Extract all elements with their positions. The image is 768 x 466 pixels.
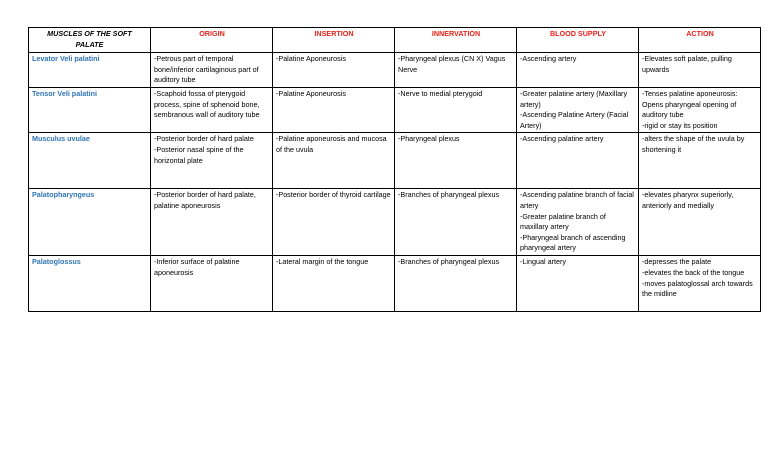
blood-supply-cell: -Ascending artery bbox=[517, 53, 639, 88]
header-action: ACTION bbox=[639, 28, 761, 53]
header-row bbox=[29, 28, 761, 53]
soft-palate-muscles-table bbox=[28, 27, 761, 312]
action-cell: -elevates pharynx superiorly, anteriorly and medially bbox=[639, 189, 761, 256]
insertion-cell: -Palatine aponeurosis and mucosa of the uvula bbox=[273, 133, 395, 189]
table-row bbox=[29, 189, 761, 256]
innervation-cell: -Nerve to medial pterygoid bbox=[395, 88, 517, 133]
muscle-name: Musculus uvulae bbox=[29, 133, 151, 189]
header-origin: ORIGIN bbox=[151, 28, 273, 53]
action-cell: -Elevates soft palate, pulling upwards bbox=[639, 53, 761, 88]
insertion-cell: -Lateral margin of the tongue bbox=[273, 256, 395, 312]
blood-supply-cell: -Ascending palatine branch of facial artery -Greater palatine branch of maxillary artery -Pharyngeal branch of ascending pharyngeal artery bbox=[517, 189, 639, 256]
origin-cell: -Inferior surface of palatine aponeurosis bbox=[151, 256, 273, 312]
table-row bbox=[29, 53, 761, 88]
action-cell: -Tenses palatine aponeurosis: Opens pharyngeal opening of auditory tube -rigid or stay its position bbox=[639, 88, 761, 133]
header-blood-supply: BLOOD SUPPLY bbox=[517, 28, 639, 53]
blood-supply-cell: -Greater palatine artery (Maxillary artery) -Ascending Palatine Artery (Facial Artery) bbox=[517, 88, 639, 133]
innervation-cell: -Pharyngeal plexus bbox=[395, 133, 517, 189]
origin-cell: -Petrous part of temporal bone/inferior cartilaginous part of auditory tube bbox=[151, 53, 273, 88]
origin-cell: -Posterior border of hard palate -Posterior nasal spine of the horizontal plate bbox=[151, 133, 273, 189]
innervation-cell: -Branches of pharyngeal plexus bbox=[395, 189, 517, 256]
origin-cell: -Posterior border of hard palate, palatine aponeurosis bbox=[151, 189, 273, 256]
insertion-cell: -Palatine Aponeurosis bbox=[273, 53, 395, 88]
innervation-cell: -Pharyngeal plexus (CN X) Vagus Nerve bbox=[395, 53, 517, 88]
insertion-cell: -Palatine Aponeurosis bbox=[273, 88, 395, 133]
blood-supply-cell: -Lingual artery bbox=[517, 256, 639, 312]
table-row bbox=[29, 133, 761, 189]
table-row bbox=[29, 88, 761, 133]
muscle-name: Levator Veli palatini bbox=[29, 53, 151, 88]
action-cell: -alters the shape of the uvula by shortening it bbox=[639, 133, 761, 189]
muscle-name: Tensor Veli palatini bbox=[29, 88, 151, 133]
muscle-name: Palatoglossus bbox=[29, 256, 151, 312]
header-innervation: INNERVATION bbox=[395, 28, 517, 53]
header-insertion: INSERTION bbox=[273, 28, 395, 53]
origin-cell: -Scaphoid fossa of pterygoid process, spine of sphenoid bone, sembranous wall of auditory tube bbox=[151, 88, 273, 133]
action-cell: -depresses the palate -elevates the back of the tongue -moves palatoglossal arch towards the midline bbox=[639, 256, 761, 312]
table-row bbox=[29, 256, 761, 312]
innervation-cell: -Branches of pharyngeal plexus bbox=[395, 256, 517, 312]
header-muscle: MUSCLES OF THE SOFT PALATE bbox=[29, 28, 151, 53]
blood-supply-cell: -Ascending palatine artery bbox=[517, 133, 639, 189]
muscle-name: Palatopharyngeus bbox=[29, 189, 151, 256]
insertion-cell: -Posterior border of thyroid cartilage bbox=[273, 189, 395, 256]
